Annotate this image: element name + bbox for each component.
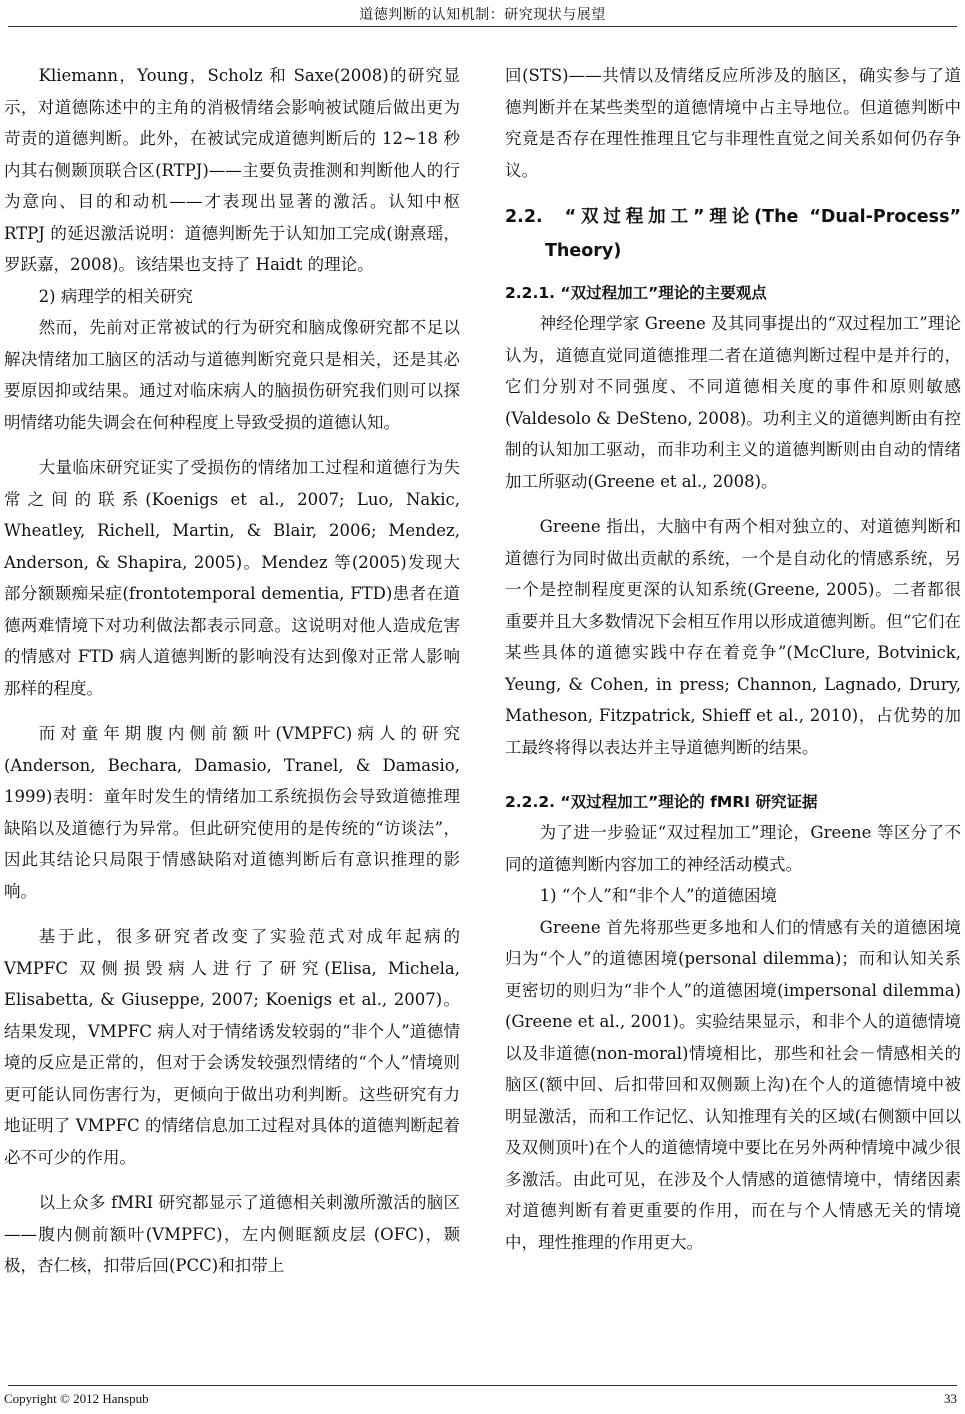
left-column: [4, 60, 460, 1282]
paragraph: 大量临床研究证实了受损伤的情绪加工过程和道德行为失常之间的联系(Koenigs et al., 2007; Luo, Nakic, Wheatley, Richell, Martin, & Blair, 2006; Mendez, Anderson, & Shapira, 2005)。Mendez 等(2005)发现大部分额颞痴呆症(frontotemporal dementia, FTD)患者在道德两难情境下对功利做法都表示同意。这说明对他人造成危害的情感对 FTD 病人道德判断的影响没有达到像对正常人影响那样的程度。: [4, 458, 460, 698]
subsection-item: 2) 病理学的相关研究: [38, 286, 193, 306]
paragraph: 回(STS)——共情以及情绪反应所涉及的脑区，确实参与了道德判断并在某些类型的道德情境中占主导地位。但道德判断中究竟是否存在理性推理且它与非理性直觉之间关系如何仍存争议。: [505, 66, 961, 180]
paragraph-gap: [4, 907, 460, 921]
paragraph-gap: [4, 704, 460, 718]
subsection-heading: 2.2.1. “双过程加工”理论的主要观点: [505, 284, 767, 302]
paragraph: 神经伦理学家 Greene 及其同事提出的“双过程加工”理论认为，道德直觉同道德推理二者在道德判断过程中是并行的，它们分别对不同强度、不同道德相关度的事件和原则敏感(Valdesolo & DeSteno, 2008)。功利主义的道德判断由有控制的认知加工驱动，而非功利主义的道德判断则由自动的情绪加工所驱动(Greene et al., 2008)。: [505, 314, 961, 491]
running-header: 道德判断的认知机制：研究现状与展望: [359, 7, 606, 23]
header-rule: [8, 26, 957, 27]
paragraph-gap: [4, 1173, 460, 1187]
subsection-item: 1) “个人”和“非个人”的道德困境: [539, 886, 778, 905]
page-number: 33: [944, 1391, 957, 1406]
footer-rule: [8, 1385, 957, 1386]
paragraph: 然而，先前对正常被试的行为研究和脑成像研究都不足以解决情绪加工脑区的活动与道德判断究竟只是相关，还是其必要原因抑或结果。通过对临床病人的脑损伤研究我们则可以探明情绪功能失调会在何种程度上导致受损的道德认知。: [4, 318, 460, 432]
section-heading: [505, 200, 961, 268]
subsection-heading: 2.2.2. “双过程加工”理论的 fMRI 研究证据: [505, 793, 818, 811]
paragraph: Greene 首先将那些更多地和人们的情感有关的道德困境归为“个人”的道德困境(personal dilemma)；而和认知关系更密切的则归为“非个人”的道德困境(impersonal dilemma)(Greene et al., 2001)。实验结果显示，和非个人的道德情境以及非道德(non-moral)情境相比，那些和社会－情感相关的脑区(额中回、后扣带回和双侧颞上沟)在个人的道德情境中被明显激活，而和工作记忆、认知推理有关的区域(右侧额中回以及双侧顶叶)在个人的道德情境中要比在另外两种情境中减少很多激活。由此可见，在涉及个人情感的道德情境中，情绪因素对道德判断有着更重要的作用，而在与个人情感无关的情境中，理性推理的作用更大。: [505, 917, 961, 1252]
paragraph: Kliemann，Young，Scholz 和 Saxe(2008)的研究显示，对道德陈述中的主角的消极情绪会影响被试随后做出更为苛责的道德判断。此外，在被试完成道德判断后的 12~18 秒内其右侧颞顶联合区(RTPJ)——主要负责推测和判断他人的行为意向、目的和动机——才表现出显著的激活。认知中枢 RTPJ 的延迟激活说明：道德判断先于认知加工完成(谢熹瑶，罗跃嘉，2008)。该结果也支持了 Haidt 的理论。: [4, 66, 460, 274]
section-number: 2.2.: [505, 207, 543, 227]
paragraph: Greene 指出，大脑中有两个相对独立的、对道德判断和道德行为同时做出贡献的系统，一个是自动化的情感系统，另一个是控制程度更深的认知系统(Greene, 2005)。二者都很重要并且大多数情况下会相互作用以形成道德判断。但“它们在某些具体的道德实践中存在着竞争”(McClure, Botvinick, Yeung, & Cohen, in press; Channon, Lagnado, Drury, Matheson, Fitzpatrick, Shieff et al., 2010)，占优势的加工最终将得以表达并主导道德判断的结果。: [505, 517, 961, 757]
right-column: [505, 60, 961, 1258]
paragraph: 而对童年期腹内侧前额叶(VMPFC)病人的研究(Anderson, Bechara, Damasio, Tranel, & Damasio, 1999)表明：童年时发生的情绪加工系统损伤会导致道德推理缺陷以及道德行为异常。但此研究使用的是传统的“访谈法”，因此其结论只局限于情感缺陷对道德判断后有意识推理的影响。: [4, 724, 460, 901]
paragraph-gap: [505, 497, 961, 511]
copyright-notice: Copyright © 2012 Hanspub: [4, 1391, 149, 1406]
paragraph: 为了进一步验证“双过程加工”理论，Greene 等区分了不同的道德判断内容加工的神经活动模式。: [505, 823, 961, 874]
paragraph: 基于此，很多研究者改变了实验范式对成年起病的 VMPFC 双侧损毁病人进行了研究(Elisa, Michela, Elisabetta, & Giuseppe, 2007; Koenigs et al., 2007)。结果发现，VMPFC 病人对于情绪诱发较弱的“非个人”道德情境的反应是正常的，但对于会诱发较强烈情绪的“个人”情境则更可能认同伤害行为，更倾向于做出功利判断。这些研究有力地证明了 VMPFC 的情绪信息加工过程对具体的道德判断起着必不可少的作用。: [4, 927, 460, 1167]
paragraph-gap: [505, 763, 961, 777]
paragraph-gap: [4, 438, 460, 452]
section-title: “双过程加工”理论(The “Dual-Process” Theory): [545, 207, 961, 261]
paragraph: 以上众多 fMRI 研究都显示了道德相关刺激所激活的脑区——腹内侧前额叶(VMPFC)，左内侧眶额皮层 (OFC)，颞极，杏仁核，扣带后回(PCC)和扣带上: [4, 1193, 460, 1275]
